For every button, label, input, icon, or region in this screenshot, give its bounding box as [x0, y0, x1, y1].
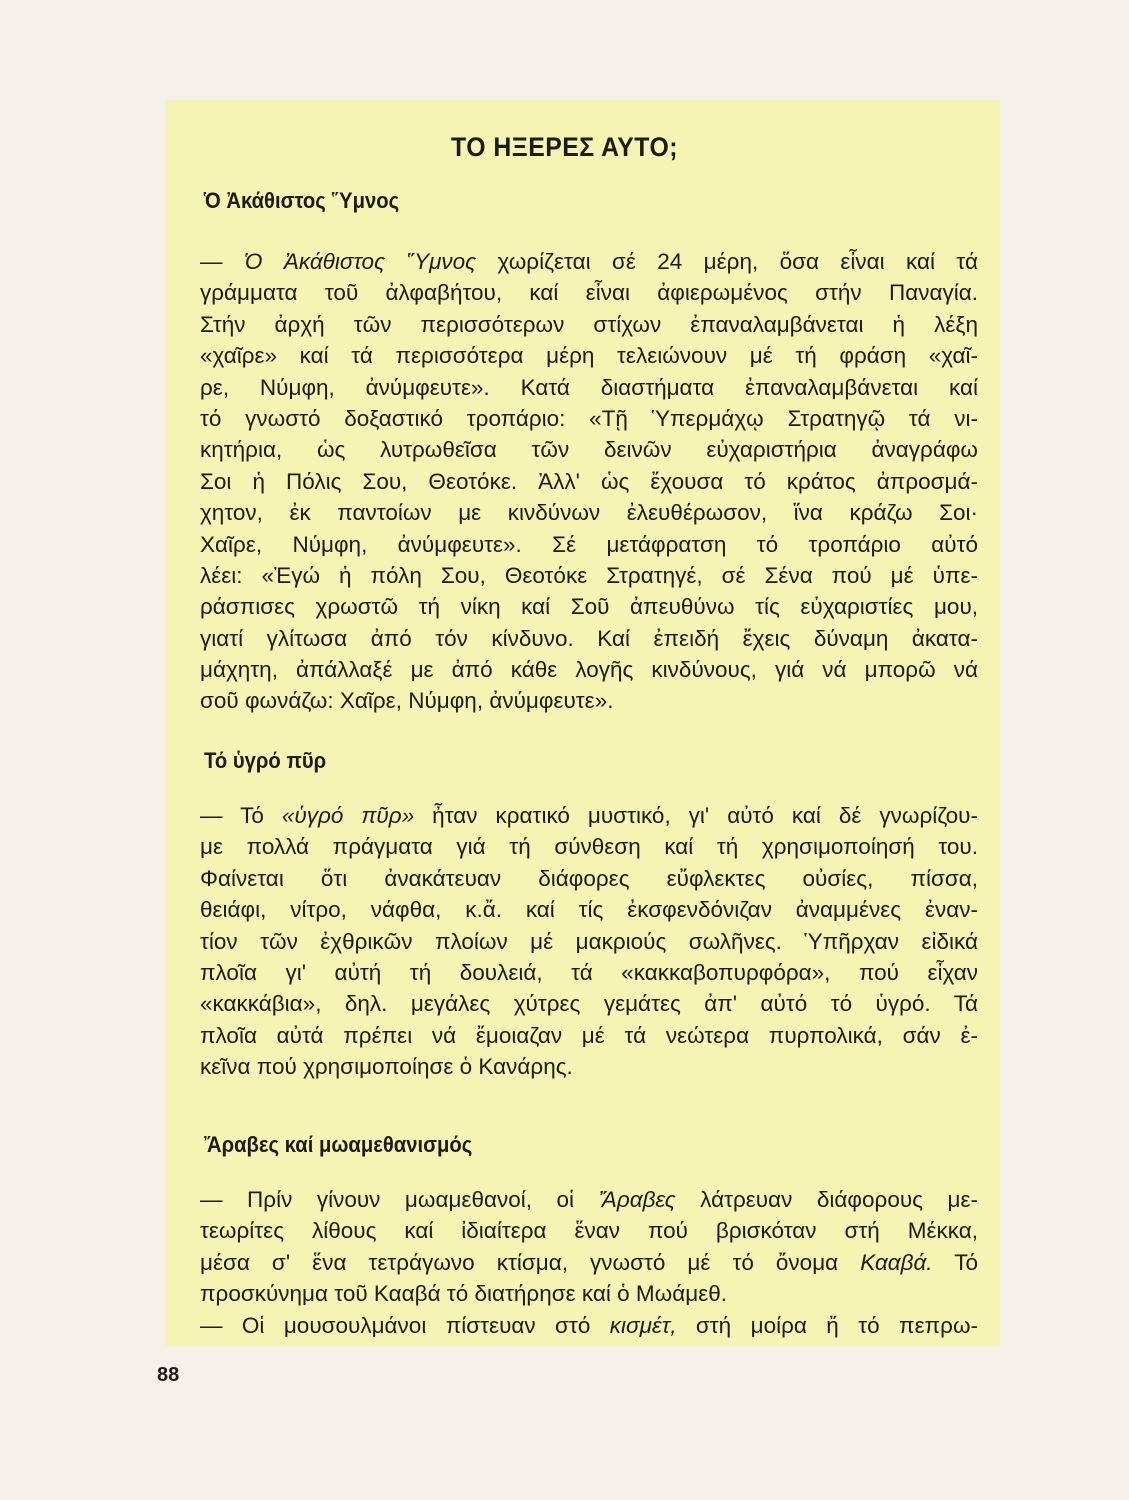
page-number: 88	[157, 1364, 180, 1386]
text-run: χητον, ἐκ παντοίων με κινδύνων ἐλευθέρωσον, ἵνα κράζω Σοι·	[200, 500, 978, 526]
text-line	[200, 988, 978, 1019]
text-run: Τό	[932, 1249, 978, 1275]
text-line	[200, 1310, 978, 1341]
text-line	[200, 1247, 978, 1278]
text-line	[200, 685, 978, 716]
text-run: τό γνωστό δοξαστικό τροπάριο: «Τῇ Ὑπερμάχῳ Στρατηγῷ τά νι-	[200, 405, 978, 431]
text-line	[200, 529, 978, 560]
text-run: «κακκάβια», δηλ. μεγάλες χύτρες γεμάτες ἀπ' αὐτό τό ὑγρό. Τά	[200, 991, 978, 1017]
text-run: θειάφι, νίτρο, νάφθα, κ.ἄ. καί τίς ἐκσφενδόνιζαν ἀναμμένες ἐναν-	[200, 897, 978, 923]
section-body-greek-fire	[200, 800, 978, 1083]
text-line	[200, 1051, 978, 1082]
text-run: κεῖνα πού χρησιμοποίησε ὁ Κανάρης.	[200, 1054, 573, 1080]
text-line	[200, 1184, 978, 1215]
italic-text: Ὁ Ἀκάθιστος Ὕμνος	[243, 249, 477, 274]
text-run: Σοι ἡ Πόλις Σου, Θεοτόκε. Ἀλλ' ὡς ἔχουσα τό κράτος ἀπροσμά-	[200, 468, 978, 494]
text-line	[200, 957, 978, 988]
section-heading-arabs: Ἄραβες καί μωαμεθανισμός	[204, 1132, 473, 1157]
text-run: γράμματα τοῦ ἀλφαβήτου, καί εἶναι ἀφιερωμένος στήν Παναγία.	[200, 280, 978, 306]
text-run: — Τό	[200, 803, 282, 828]
text-run: Φαίνεται ὅτι ἀνακάτευαν διάφορες εὔφλεκτες οὐσίες, πίσσα,	[200, 865, 978, 891]
text-run: Χαῖρε, Νύμφη, ἀνύμφευτε». Σέ μετάφρατση τό τροπάριο αὐτό	[200, 531, 978, 557]
text-line	[200, 340, 978, 371]
text-line	[200, 623, 978, 654]
text-line	[200, 863, 978, 894]
text-line	[200, 1215, 978, 1246]
text-run: ρε, Νύμφη, ἀνύμφευτε». Κατά διαστήματα ἐπαναλαμβάνεται καί	[200, 374, 978, 400]
text-run: λέει: «Ἐγώ ἡ πόλη Σου, Θεοτόκε Στρατηγέ, σέ Σένα πού μέ ὑπε-	[200, 562, 978, 588]
italic-text: Κααβά.	[860, 1249, 933, 1275]
text-line	[200, 466, 978, 497]
text-line	[200, 277, 978, 308]
text-line	[200, 654, 978, 685]
text-line	[200, 497, 978, 528]
text-line	[200, 246, 978, 277]
text-line	[200, 434, 978, 465]
text-run: ἦταν κρατικό μυστικό, γι' αὐτό καί δέ γνωρίζου-	[414, 803, 978, 828]
section-heading-greek-fire: Τό ὑγρό πῦρ	[204, 748, 327, 773]
text-run: με πολλά πράγματα γιά τή σύνθεση καί τή χρησιμοποίησή του.	[200, 834, 978, 860]
text-run: κητήρια, ὡς λυτρωθεῖσα τῶν δεινῶν εὐχαριστήρια ἀναγράφω	[200, 437, 978, 463]
text-run: σοῦ φωνάζω: Χαῖρε, Νύμφη, ἀνύμφευτε».	[200, 688, 614, 714]
text-run: Στήν ἀρχή τῶν περισσότερων στίχων ἐπαναλαμβάνεται ἡ λέξη	[200, 311, 978, 337]
italic-text: κισμέτ,	[609, 1312, 677, 1338]
text-run: — Πρίν γίνουν μωαμεθανοί, οἱ	[200, 1187, 599, 1212]
section-body-arabs	[200, 1184, 978, 1341]
text-line	[200, 372, 978, 403]
section-body-akathistos	[200, 246, 978, 717]
text-line	[200, 591, 978, 622]
text-line	[200, 403, 978, 434]
text-line	[200, 800, 978, 831]
text-run: πλοῖα αὐτά πρέπει νά ἔμοιαζαν μέ τά νεώτερα πυρπολικά, σάν ἐ-	[200, 1022, 978, 1048]
text-run: ράσπισες χρωστῶ τή νίκη καί Σοῦ ἀπευθύνω τίς εὐχαριστίες μου,	[200, 594, 978, 620]
text-run: — Οἱ μουσουλμάνοι πίστευαν στό	[200, 1312, 610, 1338]
text-run: «χαῖρε» καί τά περισσότερα μέρη τελειώνουν μέ τή φράση «χαῖ-	[200, 343, 978, 369]
text-line	[200, 894, 978, 925]
text-line	[200, 1020, 978, 1051]
text-run: μάχητη, ἀπάλλαξέ με ἀπό κάθε λογῆς κινδύνους, γιά νά μπορῶ νά	[200, 657, 978, 683]
section-heading-akathistos: Ὁ Ἀκάθιστος Ὕμνος	[204, 188, 400, 213]
text-line	[200, 926, 978, 957]
text-line	[200, 309, 978, 340]
text-run: μέσα σ' ἕνα τετράγωνο κτίσμα, γνωστό μέ τό ὄνομα	[200, 1249, 861, 1275]
italic-text: «ὑγρό πῦρ»	[281, 803, 415, 828]
text-run: προσκύνημα τοῦ Κααβά τό διατήρησε καί ὁ Μωάμεθ.	[200, 1281, 727, 1307]
text-run: πλοῖα γι' αὐτή τή δουλειά, τά «κακκαβοπυρφόρα», πού εἶχαν	[200, 959, 978, 985]
text-run: στή μοίρα ἤ τό πεπρω-	[676, 1312, 978, 1338]
text-run: τεωρίτες λίθους καί ἰδιαίτερα ἕναν πού βρισκόταν στή Μέκκα,	[200, 1218, 978, 1244]
text-line	[200, 831, 978, 862]
text-run: γιατί γλίτωσα ἀπό τόν κίνδυνο. Καί ἐπειδή ἔχεις δύναμη ἀκατα-	[200, 625, 978, 651]
text-line	[200, 560, 978, 591]
text-run: τίον τῶν ἐχθρικῶν πλοίων μέ μακριούς σωλῆνες. Ὑπῆρχαν εἰδικά	[200, 928, 978, 954]
text-run: —	[200, 249, 244, 274]
italic-text: Ἄραβες	[598, 1187, 676, 1212]
text-run: χωρίζεται σέ 24 μέρη, ὅσα εἶναι καί τά	[476, 249, 978, 274]
page-title: ΤΟ ΗΞΕΡΕΣ ΑΥΤΟ;	[451, 132, 678, 162]
text-line	[200, 1278, 978, 1309]
text-run: λάτρευαν διάφορους με-	[675, 1187, 978, 1212]
